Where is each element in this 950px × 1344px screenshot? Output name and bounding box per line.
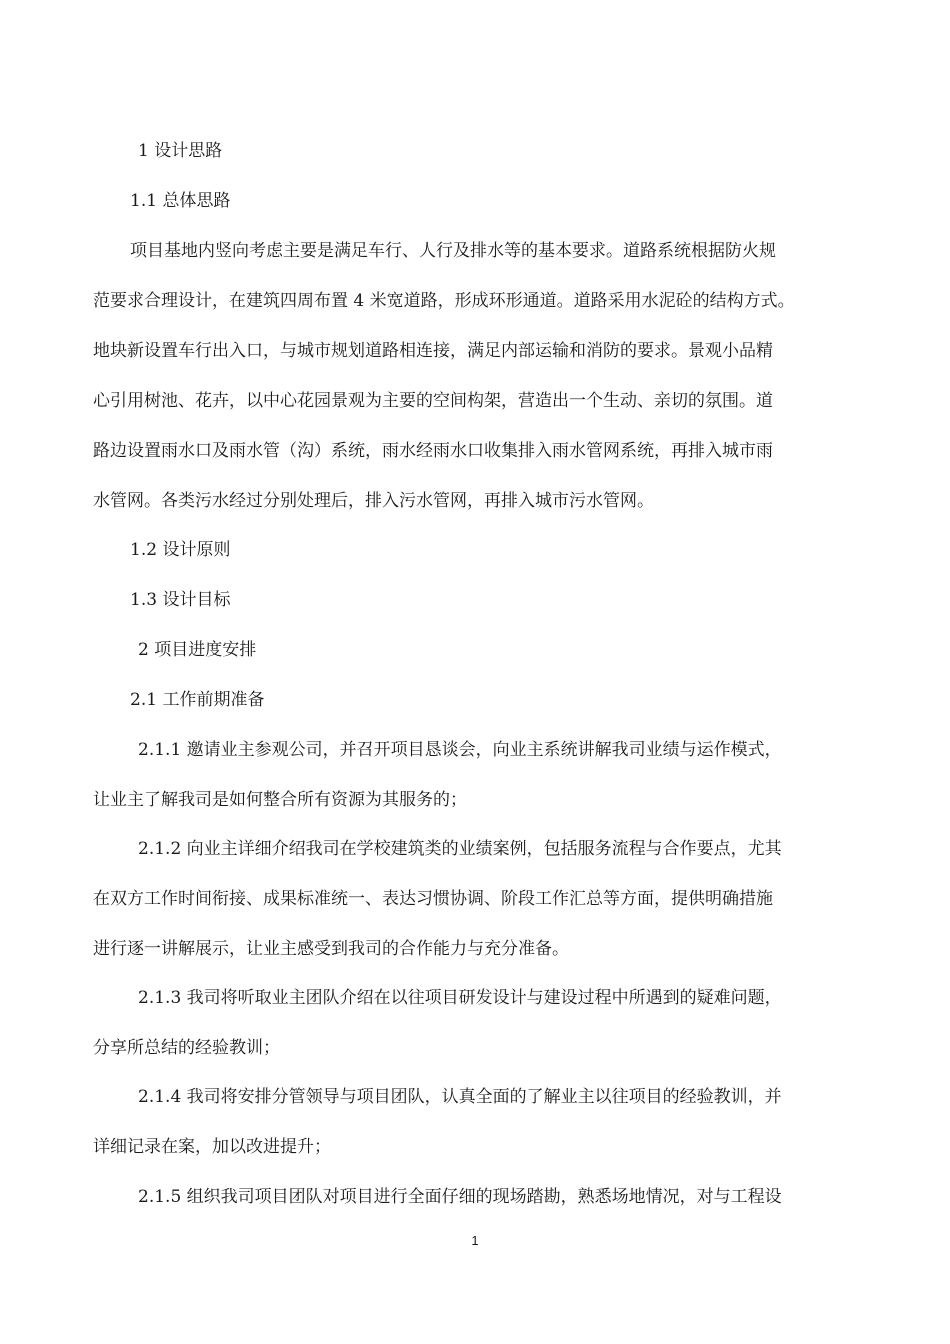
paragraph-line: 分享所总结的经验教训； [93,1038,280,1058]
paragraph-line: 2.1.5 组织我司项目团队对项目进行全面仔细的现场踏勘，熟悉场地情况，对与工程设 [138,1187,782,1207]
heading-1-design-ideas: 1 设计思路 [138,141,223,161]
paragraph-line: 2.1.4 我司将安排分管领导与项目团队，认真全面的了解业主以往项目的经验教训，并 [138,1087,782,1107]
paragraph-line: 心引用树池、花卉，以中心花园景观为主要的空间构架，营造出一个生动、亲切的氛围。道 [93,391,773,411]
page-number: 1 [471,1233,479,1248]
heading-1-3-design-goals: 1.3 设计目标 [130,590,231,610]
heading-1-1-overall-ideas: 1.1 总体思路 [130,191,231,211]
paragraph-line: 项目基地内竖向考虑主要是满足车行、人行及排水等的基本要求。道路系统根据防火规 [130,241,776,261]
paragraph-line: 2.1.2 向业主详细介绍我司在学校建筑类的业绩案例，包括服务流程与合作要点，尤其 [138,839,782,859]
paragraph-line: 范要求合理设计，在建筑四周布置 4 米宽道路，形成环形通道。道路采用水泥砼的结构方式。 [93,291,795,311]
paragraph-line: 详细记录在案，加以改进提升； [93,1137,331,1157]
heading-2-schedule: 2 项目进度安排 [138,640,257,660]
paragraph-line: 水管网。各类污水经过分别处理后，排入污水管网，再排入城市污水管网。 [93,491,654,511]
paragraph-line: 让业主了解我司是如何整合所有资源为其服务的； [93,790,467,810]
heading-2-1-preparation: 2.1 工作前期准备 [130,690,265,710]
heading-1-2-design-principles: 1.2 设计原则 [130,540,231,560]
paragraph-line: 2.1.3 我司将听取业主团队介绍在以往项目研发设计与建设过程中所遇到的疑难问题， [138,988,782,1008]
paragraph-line: 路边设置雨水口及雨水管（沟）系统，雨水经雨水口收集排入雨水管网系统，再排入城市雨 [93,441,773,461]
paragraph-line: 2.1.1 邀请业主参观公司，并召开项目恳谈会，向业主系统讲解我司业绩与运作模式， [138,740,782,760]
paragraph-line: 进行逐一讲解展示，让业主感受到我司的合作能力与充分准备。 [93,939,569,959]
paragraph-line: 地块新设置车行出入口，与城市规划道路相连接，满足内部运输和消防的要求。景观小品精 [93,341,773,361]
paragraph-line: 在双方工作时间衔接、成果标准统一、表达习惯协调、阶段工作汇总等方面，提供明确措施 [93,889,773,909]
